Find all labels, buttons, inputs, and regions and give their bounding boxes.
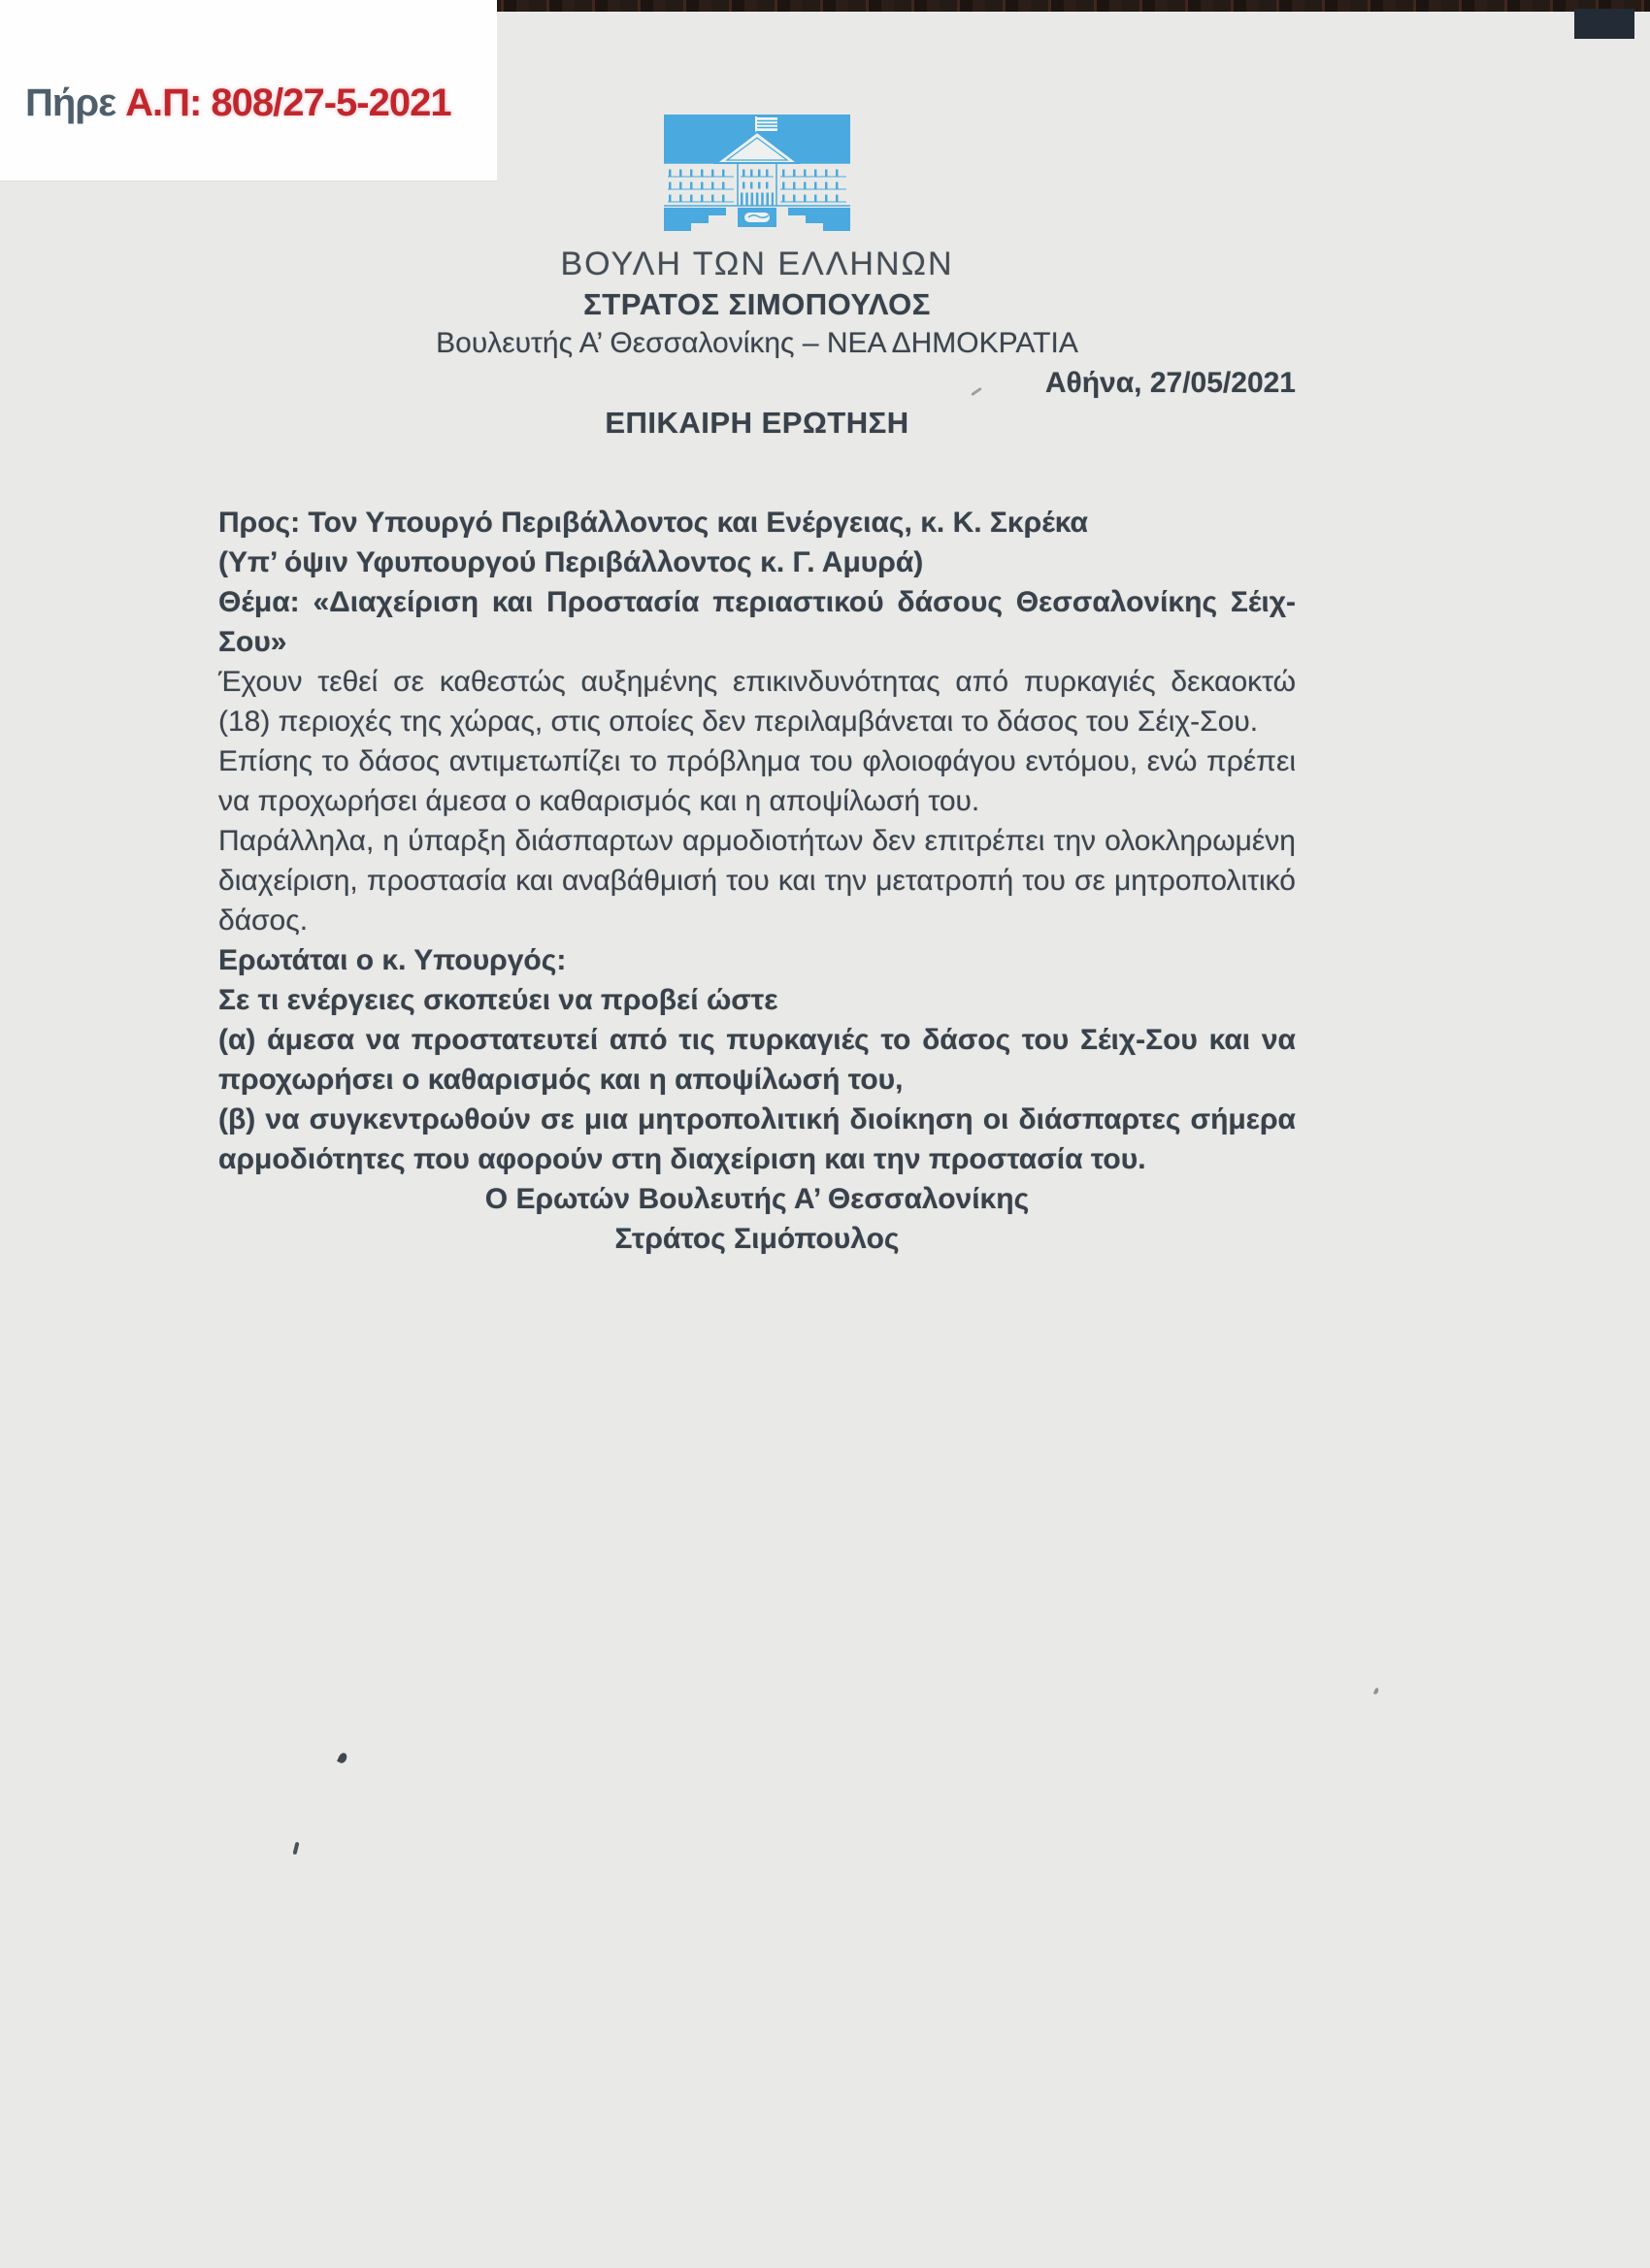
scan-mark — [1373, 1688, 1379, 1695]
ink-speck — [337, 1752, 348, 1764]
body-paragraph-2: Επίσης το δάσος αντιμετωπίζει το πρόβλημα του φλοιοφάγου εντόμου, ενώ πρέπει να προχωρήσει άμεσα ο καθαρισμός και η αποψίλωσή του. — [218, 745, 1296, 817]
recipient-line: Προς: Τον Υπουργό Περιβάλλοντος και Ενέργειας, κ. Κ. Σκρέκα — [218, 507, 1088, 539]
parliament-title: ΒΟΥΛΗ ΤΩΝ ΕΛΛΗΝΩΝ — [560, 246, 954, 282]
hellenic-parliament-logo-icon — [650, 115, 864, 237]
mp-role: Βουλευτής Α’ Θεσσαλονίκης – ΝΕΑ ΔΗΜΟΚΡΑΤΙΑ — [436, 327, 1078, 359]
stamp-protocol-number: Α.Π: 808/27-5-2021 — [125, 82, 451, 124]
question-intro: Ερωτάται ο κ. Υπουργός: — [218, 944, 567, 976]
scan-corner-artifact — [1574, 9, 1634, 39]
question-item-b: (β) να συγκεντρωθούν σε μια μητροπολιτική διοίκηση οι διάσπαρτες σήμερα αρμοδιότητες που αφορούν στη διαχείριση και την προστασία του. — [218, 1103, 1296, 1175]
recipient-block — [218, 503, 1296, 582]
mp-name: ΣΤΡΑΤΟΣ ΣΙΜΟΠΟΥΛΟΣ — [583, 287, 931, 321]
question-lead: Σε τι ενέργειες σκοπεύει να προβεί ώστε — [218, 984, 778, 1016]
date-line: Αθήνα, 27/05/2021 — [1044, 367, 1296, 399]
body-paragraph-1: Έχουν τεθεί σε καθεστώς αυξημένης επικινδυνότητας από πυρκαγιές δεκαοκτώ (18) περιοχές της χώρας, στις οποίες δεν περιλαμβάνεται το δάσος του Σέιχ-Σου. — [218, 666, 1296, 738]
stamp-received-label: Πήρε — [25, 82, 116, 124]
ink-speck — [292, 1842, 299, 1856]
subject-line: Θέμα: «Διαχείριση και Προστασία περιαστικού δάσους Θεσσαλονίκης Σέιχ-Σου» — [218, 586, 1296, 658]
document-title: ΕΠΙΚΑΙΡΗ ΕΡΩΤΗΣΗ — [605, 406, 909, 440]
document-body-column — [218, 0, 1296, 1259]
question-item-a: (α) άμεσα να προστατευτεί από τις πυρκαγιές το δάσος του Σέιχ-Σου και να προχωρήσει ο καθαρισμός και η αποψίλωσή του, — [218, 1024, 1296, 1096]
signature-role: Ο Ερωτών Βουλευτής Α’ Θεσσαλονίκης — [484, 1183, 1030, 1215]
signature-name: Στράτος Σιμόπουλος — [614, 1223, 900, 1255]
attention-line: (Υπ’ όψιν Υφυπουργού Περιβάλλοντος κ. Γ. Αμυρά) — [218, 546, 924, 578]
body-paragraph-3: Παράλληλα, η ύπαρξη διάσπαρτων αρμοδιοτήτων δεν επιτρέπει την ολοκληρωμένη διαχείριση, προστασία και αναβάθμισή του και την μετατροπή του σε μητροπολιτικό δάσος. — [218, 825, 1296, 937]
